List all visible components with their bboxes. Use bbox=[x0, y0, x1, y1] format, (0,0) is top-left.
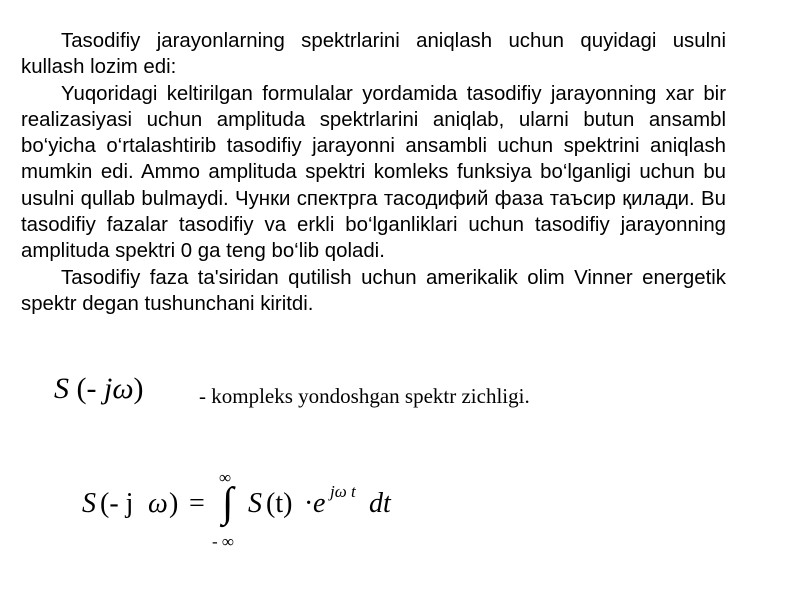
paragraph-2: Yuqoridagi keltirilgan formulalar yordamida tasodifiy jarayonning xar bir realizasiyasi uchun amplituda spektrlarini aniqlab, ularni butun ansambl bo‘yicha o‘rtalashtirib tasodifiy jarayonni ansambli uchun spektrini aniqlash mumkin edi. Ammo amplituda spektri komleks funksiya bo‘lganligi uchun bu usulni qullab bulmaydi. Чунки спектрга тасодифий фаза таъсир қилади. Bu tasodifiy fazalar tasodifiy va erkli bo‘lganliklari uchun tasodifiy jarayonning amplituda spektri 0 ga teng bo‘lib qoladi. bbox=[21, 82, 726, 263]
paragraph-1: Tasodifiy jarayonlarning spektrlarini aniqlash uchun quyidagi usulni kullash lozim edi: bbox=[21, 30, 726, 79]
spectral-density-formula bbox=[82, 468, 422, 558]
formula-lhs-s: S bbox=[82, 488, 96, 519]
symbol-minus: - bbox=[86, 372, 97, 405]
formula-lhs-omega: ω bbox=[148, 488, 168, 519]
definition-text: - kompleks yondoshgan spektr zichligi. bbox=[199, 384, 530, 408]
symbol-omega: ω bbox=[112, 372, 134, 405]
formula-exp-base: e bbox=[313, 488, 326, 519]
formula-integrand-arg: (t) bbox=[266, 488, 293, 519]
formula-lhs-close: ) bbox=[169, 488, 179, 519]
formula-dot: · bbox=[304, 488, 314, 519]
formula-exponent: jω t bbox=[330, 482, 356, 501]
formula-equals: = bbox=[189, 488, 205, 519]
definition-symbol bbox=[54, 372, 144, 406]
formula-upper-limit: ∞ bbox=[219, 468, 232, 487]
integral-sign: ∫ bbox=[222, 480, 234, 526]
formula-lhs-args: (- j bbox=[100, 488, 134, 519]
symbol-close-paren: ) bbox=[133, 372, 144, 405]
paragraph-3: Tasodifiy faza ta'siridan qutilish uchun amerikalik olim Vinner energetik spektr degan tushunchani kiritdi. bbox=[21, 266, 726, 315]
formula-integrand-s: S bbox=[248, 488, 262, 519]
body-text bbox=[21, 28, 726, 317]
symbol-j: j bbox=[104, 372, 113, 405]
symbol-s: S bbox=[54, 372, 69, 405]
formula-lower-limit: - ∞ bbox=[212, 532, 235, 551]
symbol-open-paren: ( bbox=[76, 372, 87, 405]
formula-differential: dt bbox=[369, 488, 391, 519]
